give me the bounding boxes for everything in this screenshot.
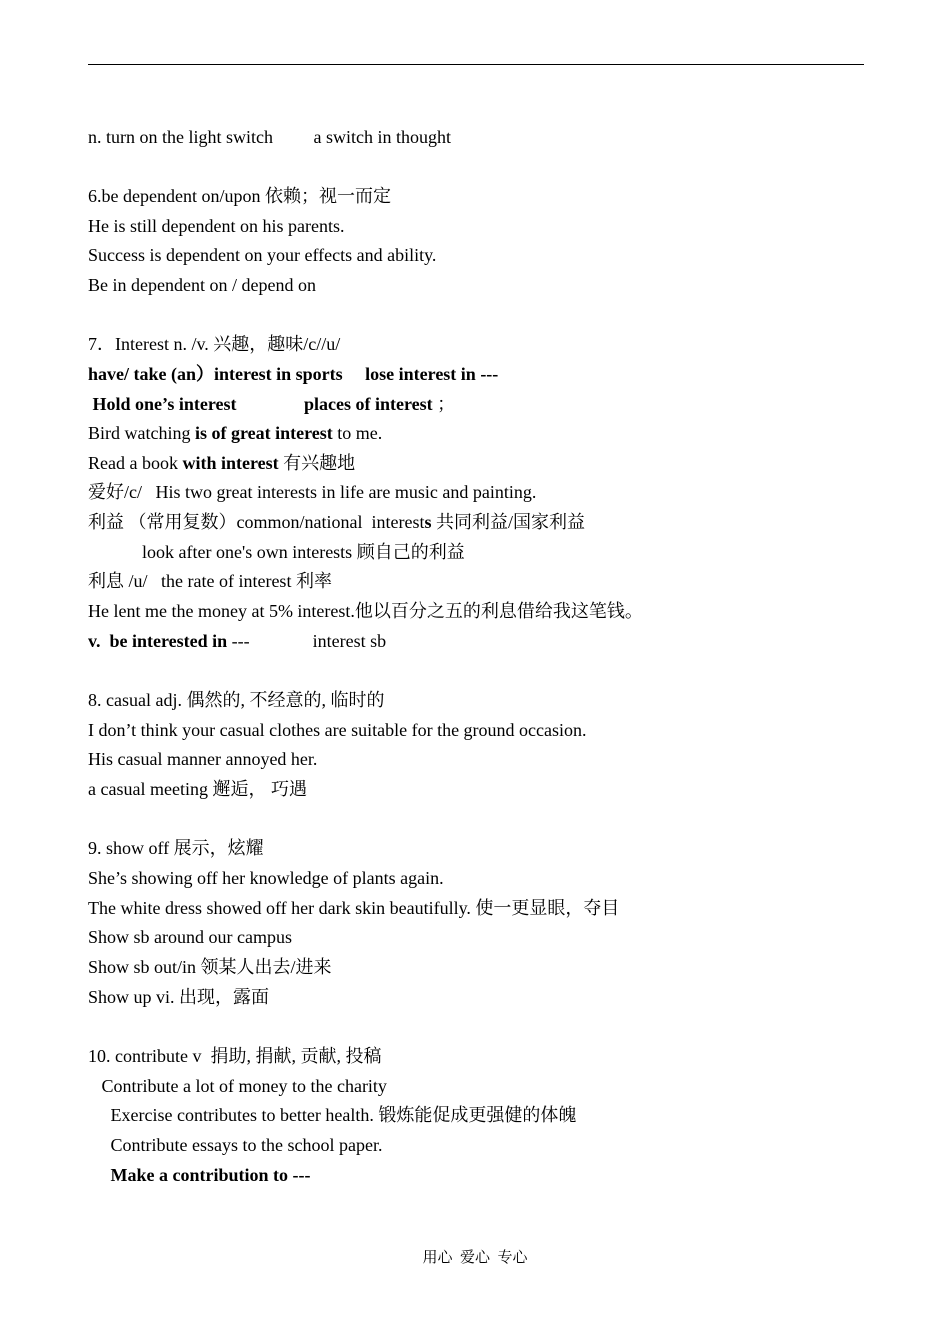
text-span: Show up vi. 出现，露面: [88, 987, 270, 1007]
text-span: ；: [437, 394, 456, 414]
text-line: [88, 1134, 382, 1156]
text-line: [88, 570, 332, 592]
text-span: to me.: [332, 423, 383, 443]
text-span: Exercise contributes to better health. 锻炼能促成更强健的体魄: [88, 1105, 577, 1125]
text-line: [88, 867, 444, 889]
header-rule: [88, 64, 864, 65]
text-line: [88, 600, 643, 622]
text-line: [88, 244, 436, 266]
text-span: She’s showing off her knowledge of plants again.: [88, 868, 444, 888]
text-line: [88, 926, 292, 948]
text-line: [88, 274, 316, 296]
text-line: [88, 452, 355, 474]
text-span: Contribute essays to the school paper.: [88, 1135, 383, 1155]
bold-text: with interest: [182, 453, 279, 473]
text-line: [88, 956, 332, 978]
text-line: [88, 1045, 381, 1067]
text-span: He lent me the money at 5% interest.他以百分之五的利息借给我这笔钱。: [88, 601, 643, 621]
text-span: Show sb around our campus: [88, 927, 292, 947]
text-span: a casual meeting 邂逅， 巧遇: [88, 779, 307, 799]
text-line: [88, 778, 307, 800]
bold-text: is of great interest: [194, 423, 333, 443]
text-line: [88, 393, 455, 415]
text-span: His casual manner annoyed her.: [88, 749, 318, 769]
text-span: Success is dependent on your effects and ability.: [88, 245, 437, 265]
text-span: 10. contribute v 捐助, 捐献, 贡献, 投稿: [88, 1046, 382, 1066]
bold-text: have/ take (an）interest in sports lose interest in ---: [88, 364, 499, 384]
text-span: --- interest sb: [227, 631, 387, 651]
text-line: [88, 363, 498, 385]
text-span: I don’t think your casual clothes are suitable for the ground occasion.: [88, 720, 587, 740]
text-span: 利益 （常用复数）common/national interest: [88, 512, 425, 532]
bold-text: Hold one’s interest places of interest: [88, 394, 438, 414]
text-line: [88, 126, 451, 148]
text-span: Bird watching: [88, 423, 195, 443]
bold-text: Make a contribution to ---: [110, 1165, 311, 1185]
text-line: [88, 1104, 576, 1126]
text-line: [88, 541, 465, 563]
text-line: [88, 689, 384, 711]
text-line: [88, 333, 340, 355]
text-line: [88, 897, 619, 919]
bold-text: v. be interested in: [88, 631, 228, 651]
text-span: 爱好/c/ His two great interests in life are music and painting.: [88, 482, 537, 502]
text-span: The white dress showed off her dark skin beautifully. 使一更显眼，夺目: [88, 898, 620, 918]
text-span: Contribute a lot of money to the charity: [88, 1076, 387, 1096]
text-span: 利息 /u/ the rate of interest 利率: [88, 571, 332, 591]
text-span: Read a book: [88, 453, 183, 473]
text-span: 7．Interest n. /v. 兴趣，趣味/c//u/: [88, 334, 341, 354]
text-span: n. turn on the light switch a switch in thought: [88, 127, 451, 147]
text-span: 有兴趣地: [278, 453, 356, 473]
text-line: [88, 422, 382, 444]
text-line: [88, 1164, 310, 1186]
text-span: He is still dependent on his parents.: [88, 216, 345, 236]
text-line: [88, 837, 264, 859]
text-line: [88, 748, 317, 770]
text-line: [88, 1075, 387, 1097]
text-span: 8. casual adj. 偶然的, 不经意的, 临时的: [88, 690, 385, 710]
text-line: [88, 630, 386, 652]
text-span: [88, 1165, 111, 1185]
text-line: [88, 986, 269, 1008]
text-line: [88, 511, 585, 533]
bold-text: s: [424, 512, 432, 532]
text-span: 9. show off 展示，炫耀: [88, 838, 264, 858]
text-span: 6.be dependent on/upon 依赖；视一而定: [88, 186, 391, 206]
text-span: Show sb out/in 领某人出去/进来: [88, 957, 332, 977]
text-line: [88, 215, 344, 237]
text-span: Be in dependent on / depend on: [88, 275, 316, 295]
text-line: [88, 719, 587, 741]
text-span: 共同利益/国家利益: [431, 512, 585, 532]
text-span: look after one's own interests 顾自己的利益: [88, 542, 465, 562]
text-line: [88, 185, 391, 207]
page-footer: 用心 爱心 专心: [422, 1250, 528, 1266]
text-line: [88, 481, 536, 503]
